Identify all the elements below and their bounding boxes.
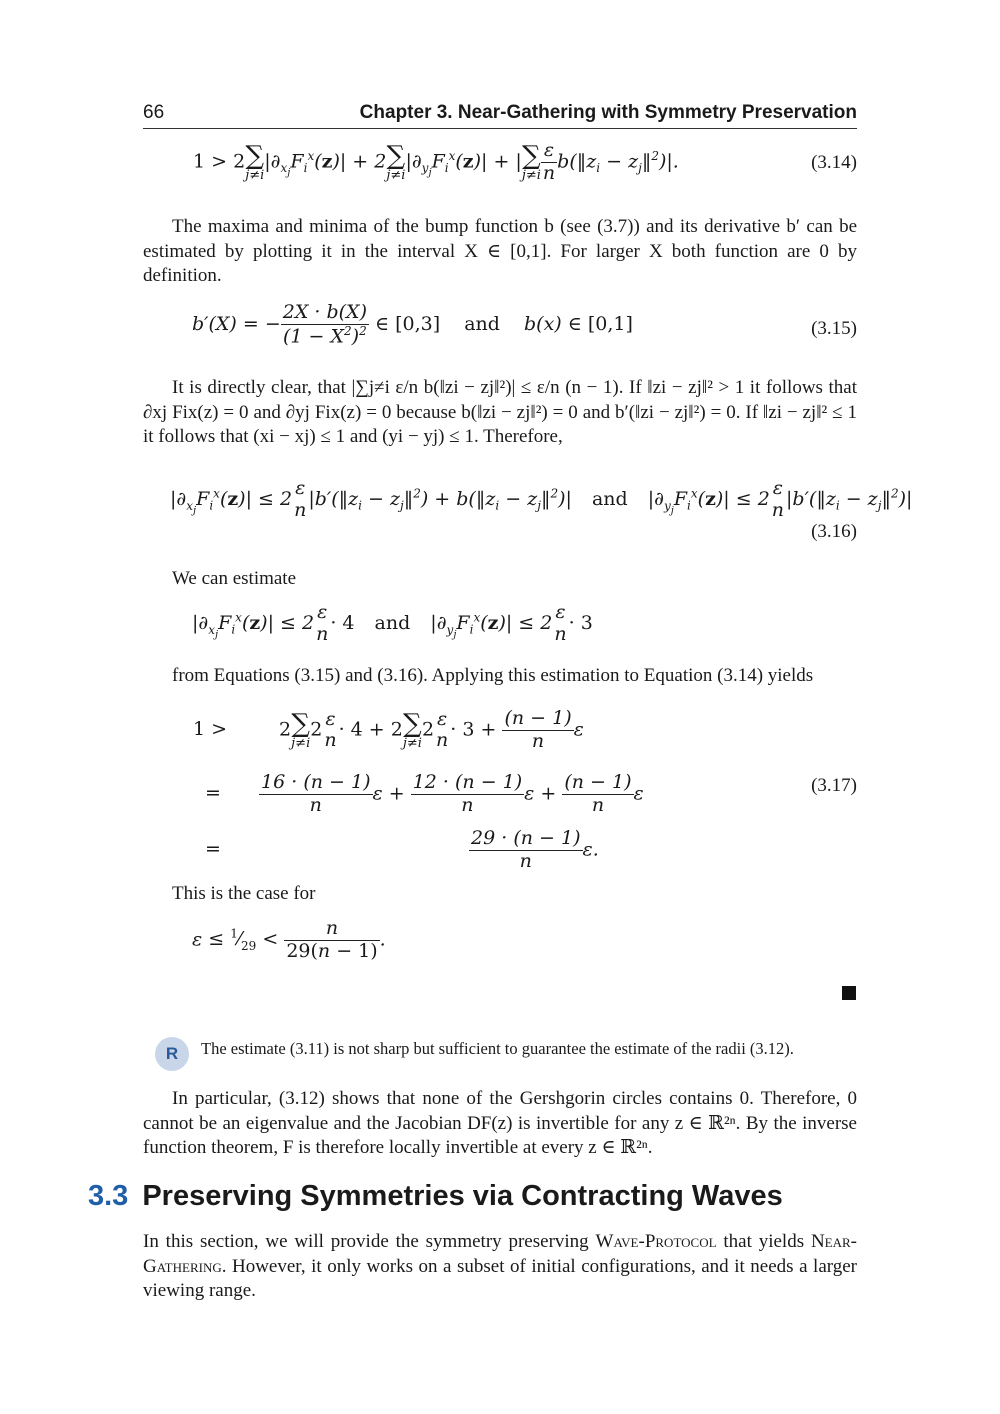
- intro-text: . However, it only works on a subset of initial configurations, and it needs a larger viewing range.: [143, 1255, 857, 1301]
- intro-text: that yields: [716, 1231, 811, 1252]
- remark-text: The estimate (3.11) is not sharp but sufficient to guarantee the estimate of the radii (3.12).: [201, 1039, 794, 1058]
- qed-square-icon: [842, 986, 856, 1000]
- paragraph-in-particular: In particular, (3.12) shows that none of the Gershgorin circles contains 0. Therefore, 0 cannot be an eigenvalue and the Jacobian DF(z) is invertible for any z ∈ ℝ²ⁿ. By the inverse function theorem, F is therefore locally invertible at every z ∈ ℝ²ⁿ.: [143, 1088, 857, 1158]
- equation-connector: and: [374, 611, 411, 634]
- equation-number: (3.15): [811, 318, 857, 339]
- equation-number: (3.14): [811, 152, 857, 173]
- equation-connector: and: [591, 487, 628, 510]
- protocol-name: Wave-Protocol: [595, 1231, 717, 1252]
- paragraph-we-can-estimate: We can estimate: [172, 568, 297, 589]
- section-title: Preserving Symmetries via Contracting Waves: [142, 1180, 783, 1212]
- equation-number: (3.16): [811, 521, 857, 542]
- equation-3-16: $|\partial_{x_j}F_i^x(z)| \le 2$ ε n $|b'(‖z_i$ − $z_j‖^2$) + $b(‖z_i$ − $z_j‖^2)|$ and $|\partial_{y_j}F_i^x(z)| \le 2$ ε n $|b'(‖z_i$ − $z_j‖^2)|$: [170, 477, 913, 521]
- page-number: 66: [143, 102, 165, 123]
- section-heading: [88, 1180, 783, 1213]
- equation-epsilon-bound: $\varepsilon \le ^1⁄_{29}$ < $\frac{n}{29(n - 1)}$ .: [192, 917, 386, 962]
- chapter-title: Chapter 3. Near-Gathering with Symmetry Preservation: [359, 102, 857, 123]
- equation-estimate: $|\partial_{x_j}F_i^x(z)| \le 2$ ε n · 4 and $|\partial_{y_j}F_i^x(z)| \le 2$ ε n · 3: [192, 601, 593, 645]
- intro-text: In this section, we will provide the symmetry preserving: [143, 1231, 596, 1252]
- paragraph-directly-clear: It is directly clear, that |∑j≠i ε/n b(‖zi − zj‖²)| ≤ ε/n (n − 1). If ‖zi − zj‖² > 1 it follows that ∂xj Fix(z) = 0 and ∂yj Fix(z) = 0 because b(‖zi − zj‖²) = 0 and b′(‖zi − zj‖²) = 0. If ‖zi − zj‖² ≤ 1 it follows that (xi − xj) ≤ 1 and (yi − yj) ≤ 1. Therefore,: [143, 377, 857, 447]
- near-gathering-term: Near-Gathering: [143, 1231, 857, 1277]
- equation-connector: and: [464, 313, 500, 336]
- page-header: [143, 100, 857, 129]
- remark-badge-icon: R: [155, 1037, 189, 1071]
- section-number: 3.3: [88, 1180, 129, 1212]
- paragraph-section-intro: [143, 1230, 857, 1304]
- paragraph-this-is-case: This is the case for: [172, 883, 316, 904]
- equation-3-17: 1 > 2 ∑ j≠i 2 ε n · 4 + 2 ∑ j≠i 2 ε n · 3 + $\frac{(n - 1)}{n}$ ε = $\frac{16 \cdot (n - 1)}{n}$ ε + $\frac{12 \cdot (n - 1)}{n}$ ε + $\frac{(n - 1)}{n}$ ε = $\frac{29 \cdot (n - 1)}{n}$ ε.: [193, 707, 644, 872]
- paragraph-from-equations: from Equations (3.15) and (3.16). Applying this estimation to Equation (3.14) yields: [172, 665, 814, 686]
- equation-number: (3.17): [811, 775, 857, 796]
- equation-3-14: 1 > 2 ∑ j≠i $|\partial_{x_j}F_i^x(z)| + 2$ ∑ j≠i $|\partial_{y_j}F_i^x(z)|$ + | ∑ j≠i $\frac{\varepsilon}{n}$ $b(‖z_i$ − $z_j‖^2)|$.: [193, 139, 679, 184]
- equation-3-15: b′(X) = − $\frac{2X \cdot b(X)}{(1 - X^2)^2}$ ∈ [0,3] and b(x) ∈ [0,1]: [192, 301, 633, 348]
- paragraph-bump-function: The maxima and minima of the bump function b (see (3.7)) and its derivative b′ can be estimated by plotting it in the interval X ∈ [0,1]. For larger X both function are 0 by definition.: [143, 216, 857, 286]
